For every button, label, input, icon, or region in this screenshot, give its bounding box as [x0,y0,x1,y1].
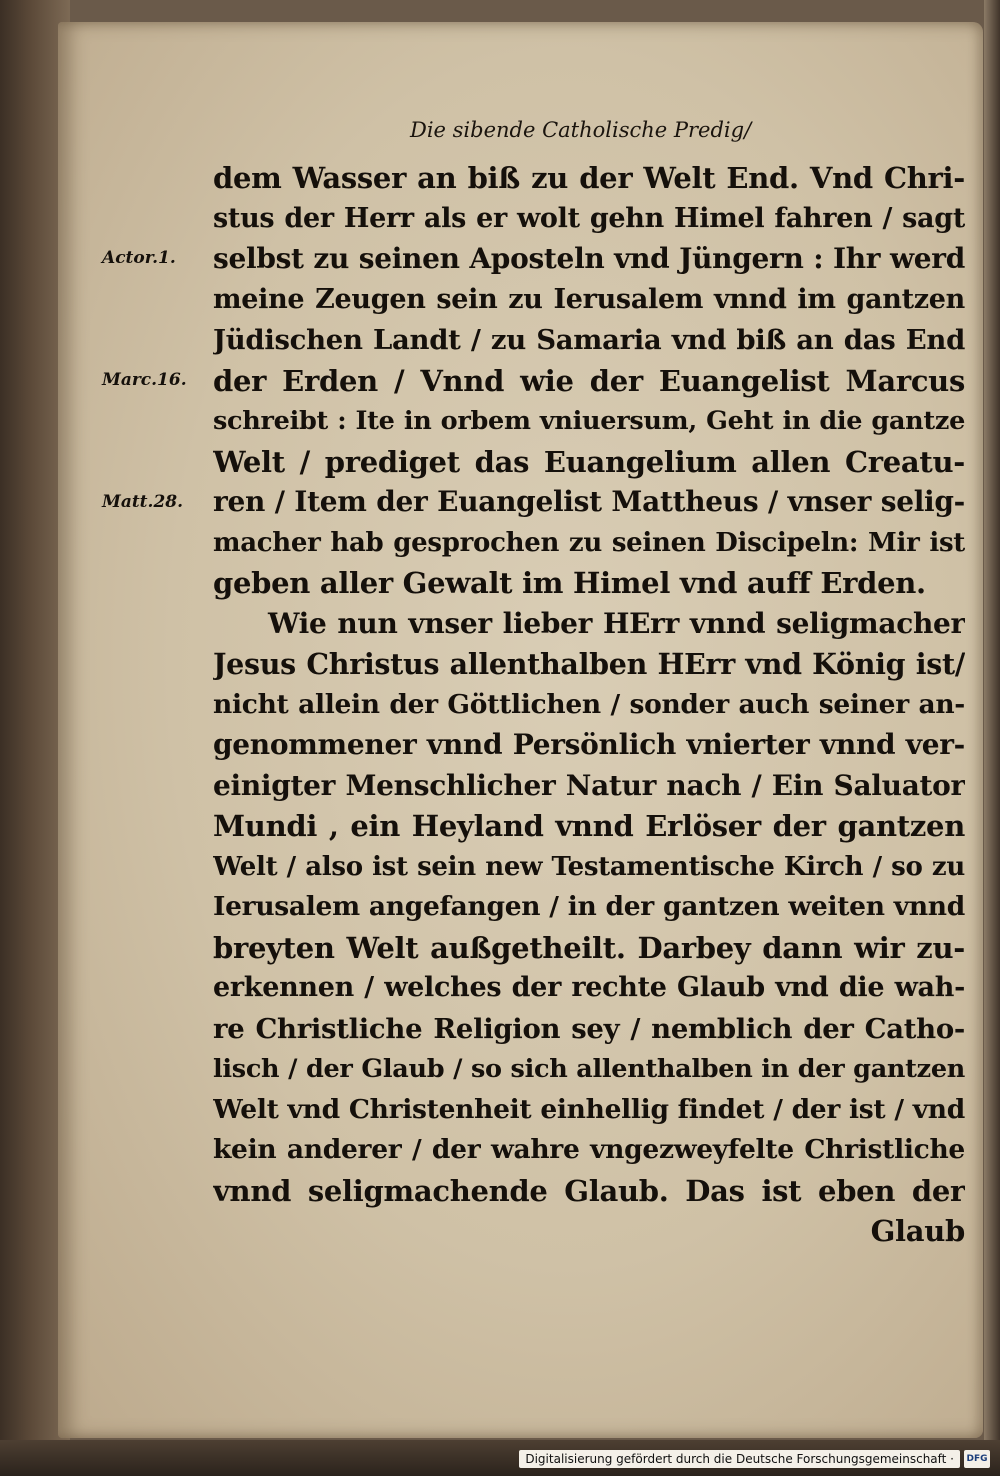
text-line: Welt / also ist sein new Testamentische Kirch / so zu [213,851,965,882]
text-line: nicht allein der Göttlichen / sonder auch seiner an- [213,688,965,720]
text-line: macher hab gesprochen zu seinen Discipeln: Mir ist [213,527,965,558]
dfg-funding-notice: Digitalisierung gefördert durch die Deutsche Forschungsgemeinschaft · [519,1450,960,1468]
dfg-logo: DFG [964,1450,990,1468]
text-line: kein anderer / der wahre vngezweyfelte Christliche [213,1134,965,1165]
text-line: einigter Menschlicher Natur nach / Ein Saluator [213,768,965,802]
catchword: Glaub [870,1214,965,1248]
text-line: meine Zeugen sein zu Ierusalem vnnd im gantzen [213,283,965,315]
text-line: stus der Herr als er wolt gehn Himel fahren / sagt [213,202,965,234]
text-line: erkennen / welches der rechte Glaub vnd die wah- [213,972,965,1003]
text-line: Wie nun vnser lieber HErr vnnd seligmacher [268,606,965,640]
text-line: Welt / prediget das Euangelium allen Creatu- [213,444,965,479]
text-line: schreibt : Ite in orbem vniuersum, Geht in die gantze [213,406,965,436]
right-page-edge [984,0,1000,1476]
text-line: Ierusalem angefangen / in der gantzen weiten vnnd [213,891,965,922]
margin-note-matt: Matt.28. [102,492,184,512]
text-line: vnnd seligmachende Glaub. Das ist eben der [213,1173,965,1208]
margin-note-marc: Marc.16. [102,370,187,390]
body-text [213,158,965,1252]
text-line: Welt vnd Christenheit einhellig findet / der ist / vnd [213,1093,965,1125]
text-line: geben aller Gewalt im Himel vnd auff Erden. [213,566,926,600]
text-line: selbst zu seinen Aposteln vnd Jüngern : Ihr werd [213,242,965,275]
text-line: Jüdischen Landt / zu Samaria vnd biß an das End [213,324,965,356]
text-line: der Erden / Vnnd wie der Euangelist Marcus [213,363,965,398]
running-head: Die sibende Catholische Predig/ [410,118,752,142]
text-line: ren / Item der Euangelist Mattheus / vnser selig- [213,485,965,518]
text-line: Jesus Christus allenthalben HErr vnd König ist/ [213,647,965,681]
text-line: dem Wasser an biß zu der Welt End. Vnd Chri- [213,161,965,195]
margin-note-actor: Actor.1. [102,248,176,268]
text-line: Mundi , ein Heyland vnnd Erlöser der gantzen [213,809,965,843]
text-line: re Christliche Religion sey / nemblich der Catho- [213,1012,965,1045]
text-line: lisch / der Glaub / so sich allenthalben in der gantzen [213,1054,965,1084]
text-line: genommener vnnd Persönlich vnierter vnnd ver- [213,728,965,761]
text-line: breyten Welt außgetheilt. Darbey dann wir zu- [213,930,965,965]
